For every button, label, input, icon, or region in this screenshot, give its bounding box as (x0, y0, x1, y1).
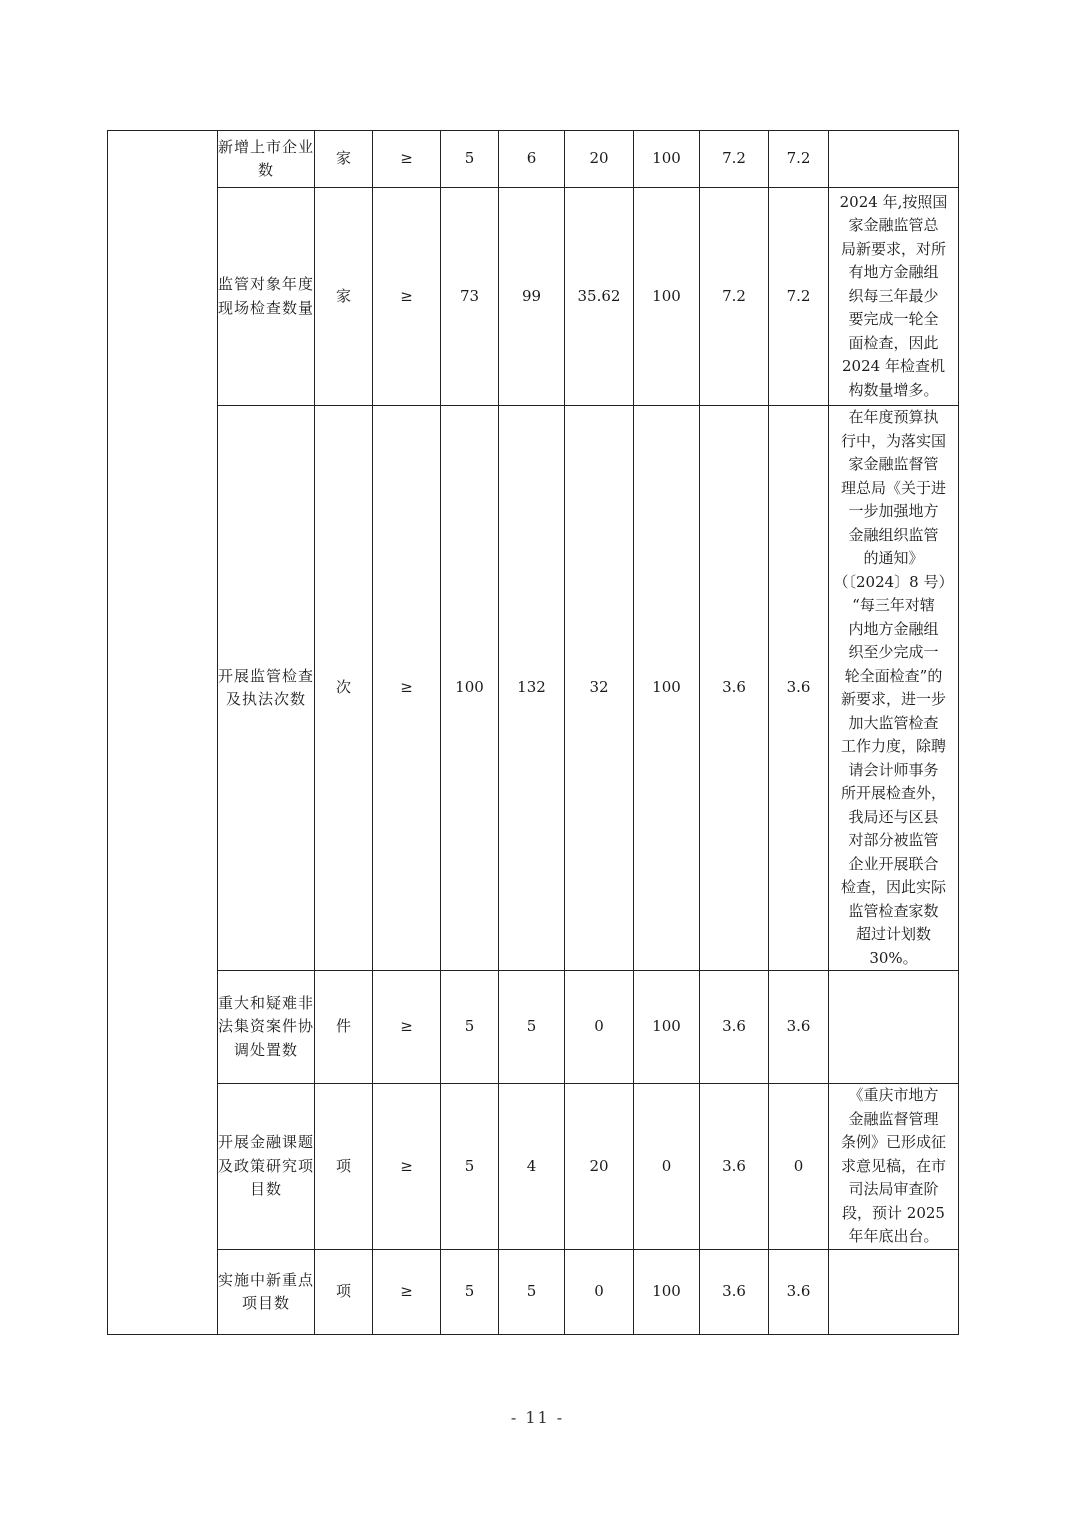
deviation-cell: 0 (565, 971, 634, 1084)
note-cell (829, 971, 959, 1084)
page-number: - 11 - (510, 1408, 565, 1427)
note-cell (829, 131, 959, 188)
completion-rate-cell: 100 (634, 971, 700, 1084)
note-cell (829, 188, 959, 406)
unit-cell: 件 (315, 971, 373, 1084)
note-cell (829, 406, 959, 971)
operator-cell: ≥ (373, 406, 441, 971)
note-line: 有地方金融组 (848, 263, 939, 282)
note-line: 检查，因此实际 (840, 878, 946, 896)
table-row (108, 1250, 959, 1335)
note-line: 家金融监管总 (848, 216, 939, 235)
table-row (108, 1084, 959, 1250)
note-line: 段，预计 2025 (842, 1203, 945, 1222)
note-line: “每三年对辖 (852, 596, 935, 614)
completion-rate-cell: 100 (634, 188, 700, 406)
actual-value-cell: 5 (499, 1250, 565, 1335)
score-cell: 3.6 (769, 971, 829, 1084)
weight-cell: 3.6 (700, 1250, 769, 1335)
note-line: 家金融监督管 (848, 455, 939, 473)
completion-rate-cell: 0 (634, 1084, 700, 1250)
completion-rate-cell: 100 (634, 406, 700, 971)
operator-cell: ≥ (373, 1084, 441, 1250)
weight-cell: 7.2 (700, 131, 769, 188)
actual-value-cell: 99 (499, 188, 565, 406)
note-line: 年年底出台。 (848, 1227, 939, 1246)
unit-cell: 项 (315, 1084, 373, 1250)
deviation-cell: 32 (565, 406, 634, 971)
unit-cell: 次 (315, 406, 373, 971)
table-row (108, 131, 959, 188)
table-row (108, 406, 959, 971)
note-line: 织每三年最少 (848, 286, 939, 305)
target-value-cell: 100 (441, 406, 499, 971)
completion-rate-cell: 100 (634, 1250, 700, 1335)
indicator-name-cell: 重大和疑难非法集资案件协调处置数 (218, 971, 315, 1084)
actual-value-cell: 5 (499, 971, 565, 1084)
note-line: 条例》已形成征 (840, 1133, 946, 1152)
unit-cell: 项 (315, 1250, 373, 1335)
performance-indicator-table (107, 130, 959, 1335)
note-line: 司法局审查阶 (848, 1180, 939, 1199)
note-line: 请会计师事务 (848, 760, 939, 779)
note-line: 企业开展联合 (848, 854, 939, 873)
score-cell: 3.6 (769, 1250, 829, 1335)
note-line: 求意见稿，在市 (840, 1156, 946, 1175)
target-value-cell: 5 (441, 971, 499, 1084)
actual-value-cell: 6 (499, 131, 565, 188)
indicator-name-cell: 实施中新重点项目数 (218, 1250, 315, 1335)
note-cell (829, 1084, 959, 1250)
note-line: 对部分被监管 (848, 831, 939, 849)
unit-cell: 家 (315, 131, 373, 188)
note-line: （〔2024〕8 号） (833, 572, 954, 591)
category-cell-blank (108, 131, 218, 1335)
score-cell: 7.2 (769, 188, 829, 406)
deviation-cell: 20 (565, 131, 634, 188)
weight-cell: 3.6 (700, 971, 769, 1084)
note-line: 织至少完成一 (848, 643, 939, 661)
note-line: 2024 年,按照国 (839, 192, 948, 211)
score-cell: 7.2 (769, 131, 829, 188)
note-line: 我局还与区县 (848, 807, 939, 826)
actual-value-cell: 4 (499, 1084, 565, 1250)
note-line: 行中，为落实国 (840, 431, 946, 450)
indicator-name-cell: 开展金融课题及政策研究项目数 (218, 1084, 315, 1250)
note-line: 内地方金融组 (848, 619, 939, 638)
table-row (108, 971, 959, 1084)
note-line: 新要求，进一步 (840, 690, 946, 708)
target-value-cell: 73 (441, 188, 499, 406)
table-row (108, 188, 959, 406)
note-line: 面检查，因此 (848, 333, 939, 352)
unit-cell: 家 (315, 188, 373, 406)
completion-rate-cell: 100 (634, 131, 700, 188)
note-line: 30%。 (869, 948, 918, 967)
deviation-cell: 20 (565, 1084, 634, 1250)
score-cell: 3.6 (769, 406, 829, 971)
note-line: 工作力度，除聘 (840, 737, 946, 755)
target-value-cell: 5 (441, 1250, 499, 1335)
note-line: 所开展检查外， (840, 784, 946, 802)
operator-cell: ≥ (373, 188, 441, 406)
actual-value-cell: 132 (499, 406, 565, 971)
indicator-name-cell: 开展监管检查及执法次数 (218, 406, 315, 971)
note-line: 的通知》 (863, 549, 924, 567)
deviation-cell: 0 (565, 1250, 634, 1335)
note-line: 理总局《关于进 (840, 478, 946, 497)
score-cell: 0 (769, 1084, 829, 1250)
note-line: 要完成一轮全 (848, 310, 939, 329)
indicator-name-cell: 监管对象年度现场检查数量 (218, 188, 315, 406)
note-line: 金融组织监管 (848, 525, 939, 544)
note-line: 监管检查家数 (848, 901, 939, 920)
weight-cell: 3.6 (700, 406, 769, 971)
note-line: 《重庆市地方 (848, 1086, 939, 1105)
note-line: 加大监管检查 (848, 713, 939, 732)
target-value-cell: 5 (441, 131, 499, 188)
note-cell (829, 1250, 959, 1335)
note-line: 一步加强地方 (848, 502, 939, 520)
note-line: 局新要求，对所 (840, 239, 946, 258)
note-line: 2024 年检查机 (842, 357, 945, 376)
weight-cell: 3.6 (700, 1084, 769, 1250)
indicator-name-cell: 新增上市企业数 (218, 131, 315, 188)
target-value-cell: 5 (441, 1084, 499, 1250)
note-line: 轮全面检查”的 (844, 666, 943, 685)
weight-cell: 7.2 (700, 188, 769, 406)
operator-cell: ≥ (373, 131, 441, 188)
operator-cell: ≥ (373, 971, 441, 1084)
note-line: 金融监督管理 (848, 1109, 939, 1128)
note-line: 构数量增多。 (848, 380, 939, 399)
deviation-cell: 35.62 (565, 188, 634, 406)
operator-cell: ≥ (373, 1250, 441, 1335)
note-line: 超过计划数 (855, 925, 931, 943)
note-line: 在年度预算执 (848, 408, 939, 426)
